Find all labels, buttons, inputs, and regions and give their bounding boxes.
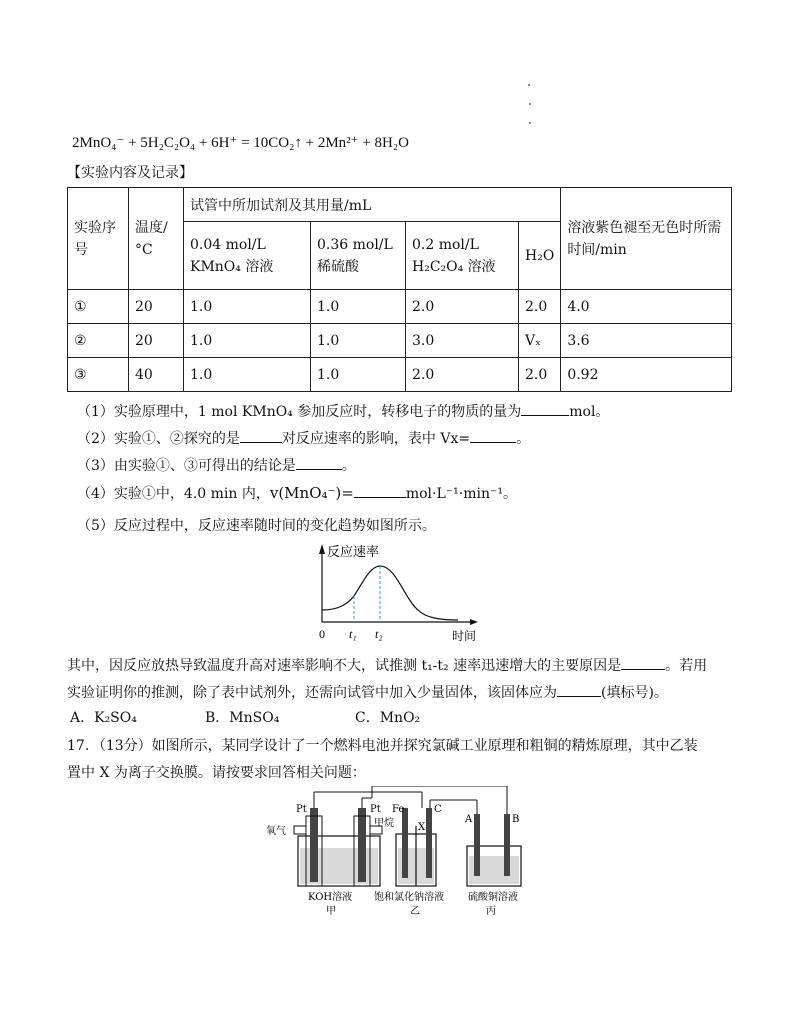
question-3-text: （3）由实验①、③可得出的结论是 [77, 458, 296, 474]
label-jia: 甲 [326, 906, 336, 917]
cell-h2o: 2.0 [519, 290, 561, 324]
answer-blank[interactable] [621, 655, 665, 670]
cell-no: ② [68, 324, 129, 358]
cell-h2c2o4: 3.0 [406, 324, 519, 358]
cell-h2c2o4: 2.0 [406, 290, 519, 324]
electrode-c [426, 808, 432, 878]
header-h2o: H₂O [519, 222, 561, 290]
electrode-fe [402, 808, 408, 878]
label-cuso4: 硫酸铜溶液 [468, 892, 518, 903]
question-17-line-1: 17．（13分）如图所示，某同学设计了一个燃料电池并探究氯碱工业原理和粗铜的精炼原理，其中乙装 [67, 738, 698, 754]
answer-blank[interactable] [470, 428, 516, 443]
electrode-pt1 [310, 808, 318, 882]
label-oxygen: 氧气 [266, 826, 286, 837]
cell-time: 0.92 [561, 358, 732, 392]
question-17-line-2: 置中 X 为离子交换膜。请按要求回答相关问题： [67, 765, 366, 781]
decorative-dot [528, 84, 530, 86]
decorative-dot [529, 122, 531, 124]
followup-text: 其中，因反应放热导致温度升高对速率影响不大，试推测 t₁-t₂ 速率迅速增大的主要原因是 [67, 658, 622, 674]
cell-kmno4: 1.0 [184, 290, 311, 324]
experiment-table [67, 187, 732, 392]
question-4-text: （4）实验①中，4.0 min 内， [77, 486, 270, 502]
cell-h2o: Vₓ [519, 324, 561, 358]
cell-time: 4.0 [561, 290, 732, 324]
question-2-text-b: 对反应速率的影响，表中 Vx= [281, 431, 471, 447]
label-c: C [434, 804, 442, 815]
question-4-expression: v(MnO₄⁻)= [269, 484, 354, 502]
header-temp: 温度/°C [129, 188, 184, 290]
apparatus-diagram [262, 786, 542, 920]
question-4 [77, 483, 517, 504]
y-axis-arrow-icon [319, 544, 325, 554]
rate-curve [322, 566, 458, 620]
question-1 [77, 401, 609, 422]
option-c[interactable]: C．MnO₂ [355, 710, 421, 726]
question-4-unit: mol·L⁻¹·min⁻¹。 [405, 486, 517, 502]
answer-blank[interactable] [557, 682, 601, 697]
cell-h2c2o4: 2.0 [406, 358, 519, 392]
question-3-end: 。 [341, 458, 356, 474]
graph-xlabel: 时间 [452, 629, 477, 643]
label-pt1: Pt [296, 804, 307, 815]
option-a[interactable]: A．K₂SO₄ [70, 710, 137, 726]
x-axis-arrow-icon [470, 619, 478, 625]
cell-h2so4: 1.0 [311, 324, 406, 358]
table-row [68, 358, 732, 392]
answer-blank[interactable] [296, 455, 342, 470]
followup-text-2b: (填标号)。 [601, 685, 668, 701]
label-a: A [465, 814, 473, 825]
option-b[interactable]: B．MnSO₄ [205, 710, 280, 726]
cell-no: ③ [68, 358, 129, 392]
rate-time-graph [300, 538, 500, 648]
question-3 [77, 455, 356, 476]
cell-temp: 20 [129, 324, 184, 358]
cell-kmno4: 1.0 [184, 324, 311, 358]
followup-line-2 [67, 682, 668, 703]
cell-time: 3.6 [561, 324, 732, 358]
table-row [68, 324, 732, 358]
label-fe: Fe [392, 804, 405, 815]
graph-t2-label: t₂ [375, 627, 383, 641]
cell-no: ① [68, 290, 129, 324]
answer-blank[interactable] [521, 401, 569, 416]
cell-temp: 40 [129, 358, 184, 392]
electrode-b [504, 814, 510, 876]
graph-t1-label: t₁ [349, 627, 357, 641]
cell-temp: 20 [129, 290, 184, 324]
header-no: 实验序号 [68, 188, 129, 290]
label-nacl: 饱和氯化钠溶液 [374, 892, 444, 903]
label-x: X [418, 822, 426, 833]
label-pt2: Pt [370, 804, 381, 815]
header-time: 溶液紫色褪至无色时所需时间/min [561, 188, 732, 290]
header-kmno4: 0.04 mol/L KMnO₄ 溶液 [184, 222, 311, 290]
followup-text-2: 实验证明你的推测，除了表中试剂外，还需向试管中加入少量固体，该固体应为 [67, 685, 557, 701]
question-1-unit: mol。 [569, 404, 610, 420]
graph-origin: 0 [319, 627, 325, 641]
question-2 [77, 428, 530, 449]
cell-h2so4: 1.0 [311, 358, 406, 392]
question-1-text: （1）实验原理中，1 mol KMnO₄ 参加反应时，转移电子的物质的量为 [77, 404, 522, 420]
answer-blank[interactable] [240, 428, 282, 443]
label-methane: 甲烷 [374, 818, 394, 829]
label-b: B [512, 814, 520, 825]
question-2-text: （2）实验①、②探究的是 [77, 431, 240, 447]
header-reagents: 试管中所加试剂及其用量/mL [184, 188, 561, 222]
question-5: （5）反应过程中，反应速率随时间的变化趋势如图所示。 [77, 518, 436, 534]
inlet-o2 [294, 826, 306, 834]
graph-ylabel: 反应速率 [327, 545, 380, 560]
electrode-pt2 [358, 808, 366, 882]
label-bing: 丙 [486, 906, 496, 917]
cell-kmno4: 1.0 [184, 358, 311, 392]
label-koh: KOH溶液 [308, 892, 353, 903]
table-row [68, 290, 732, 324]
reaction-equation: 2MnO₄⁻ + 5H₂C₂O₄ + 6H⁺ = 10CO₂↑ + 2Mn²⁺ + 8H₂O [72, 135, 409, 151]
label-yi: 乙 [410, 906, 420, 917]
followup-line-1 [67, 655, 707, 676]
cell-h2so4: 1.0 [311, 290, 406, 324]
answer-blank[interactable] [354, 483, 406, 498]
question-2-end: 。 [516, 431, 531, 447]
header-h2so4: 0.36 mol/L 稀硫酸 [311, 222, 406, 290]
header-h2c2o4: 0.2 mol/L H₂C₂O₄ 溶液 [406, 222, 519, 290]
section-title: 【实验内容及记录】 [67, 165, 193, 181]
cell-h2o: 2.0 [519, 358, 561, 392]
followup-text-b: 。若用 [665, 658, 708, 674]
decorative-dot [529, 103, 531, 105]
electrode-a [474, 814, 480, 876]
